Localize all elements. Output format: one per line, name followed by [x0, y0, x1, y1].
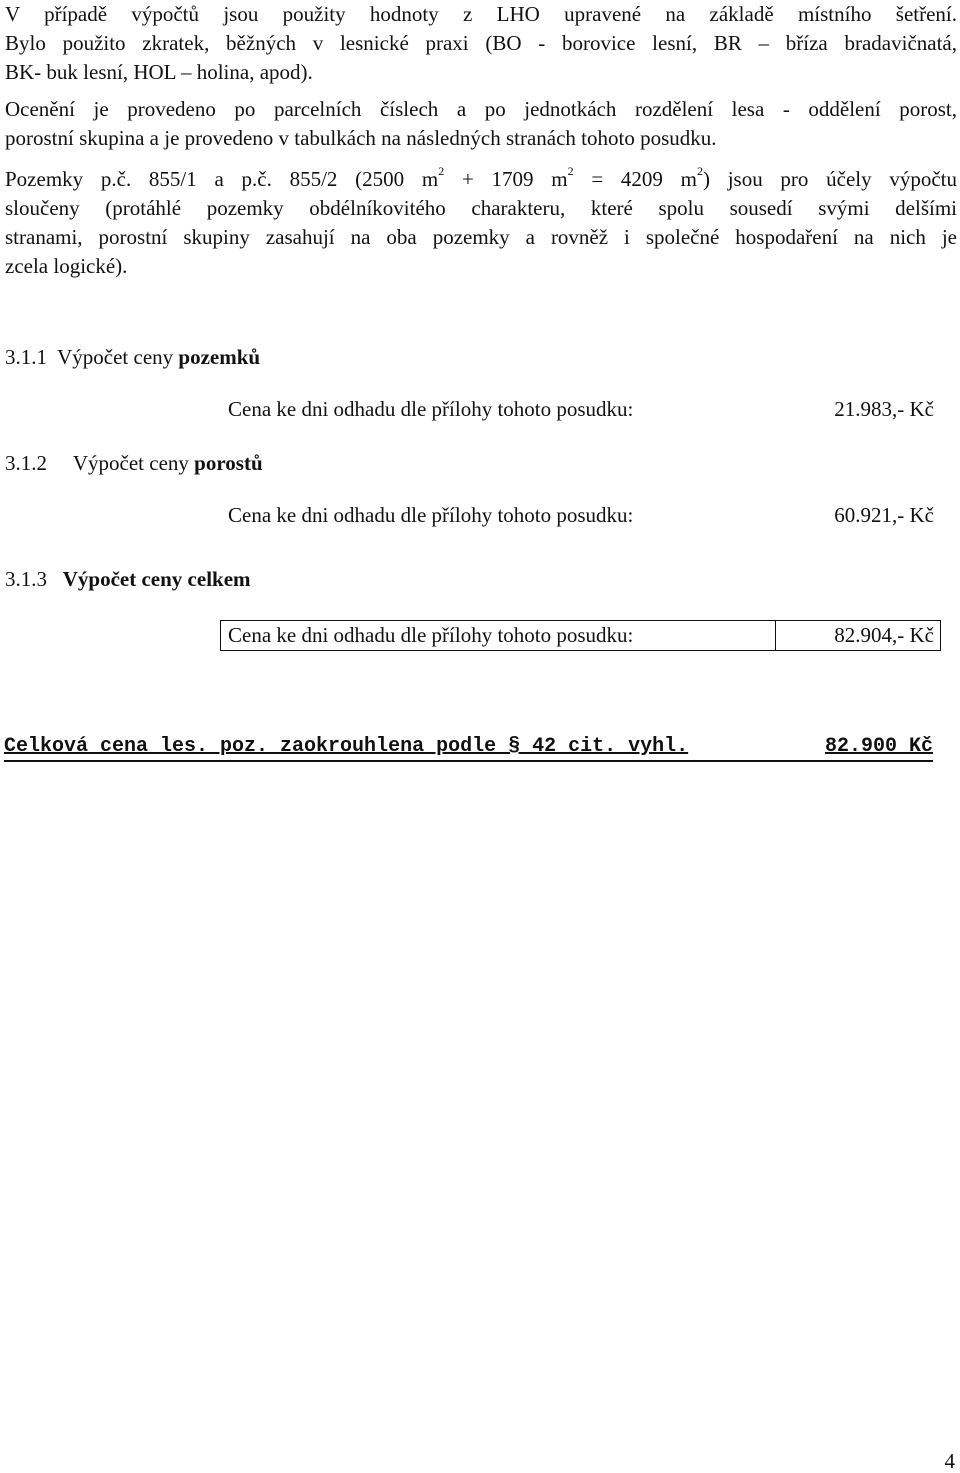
page-number: 4	[944, 1449, 955, 1473]
intro-line-3: BK- buk lesní, HOL – holina, apod).	[5, 60, 313, 84]
section-total-heading	[5, 565, 251, 593]
rounded-total-line	[4, 734, 933, 762]
intro-line-1: V případě výpočtů jsou použity hodnoty z LHO upravené na základě místního šetření.	[5, 2, 957, 26]
section-stands-title-prefix: Výpočet ceny	[72, 451, 195, 475]
total-price-box	[220, 620, 941, 651]
parcels-line-4: zcela logické).	[5, 254, 128, 278]
valuation-line-1: Ocenění je provedeno po parcelních číslech a po jednotkách rozdělení lesa - oddělení porost,	[5, 97, 957, 121]
section-stands-price-label: Cena ke dni odhadu dle přílohy tohoto posudku:	[228, 503, 634, 527]
parcels-paragraph	[5, 165, 957, 281]
total-price-value: 82.904,- Kč	[834, 623, 934, 647]
section-land-price-label: Cena ke dni odhadu dle přílohy tohoto posudku:	[228, 397, 634, 421]
section-stands-heading	[5, 449, 263, 477]
intro-line-2: Bylo použito zkratek, běžných v lesnické praxi (BO - borovice lesní, BR – bříza bradavičnatá,	[5, 31, 957, 55]
section-stands-title-bold: porostů	[194, 451, 263, 475]
parcels-line-3: stranami, porostní skupiny zasahují na oba pozemky a rovněž i společné hospodaření na nich je	[5, 225, 957, 249]
parcels-line-1: Pozemky p.č. 855/1 a p.č. 855/2 (2500 $m^2 + 1709$ $m^2 = 4209$ $m^2$) jsou pro účely výpočtu	[5, 164, 958, 191]
section-land-title-prefix: Výpočet ceny	[57, 345, 179, 369]
section-land-heading	[5, 343, 260, 371]
section-land-number: 3.1.1	[5, 345, 47, 369]
section-stands-price-value: 60.921,- Kč	[834, 503, 934, 527]
section-land-price-value: 21.983,- Kč	[834, 397, 934, 421]
total-price-label: Cena ke dni odhadu dle přílohy tohoto posudku:	[221, 621, 776, 650]
rounded-total-value: 82.900 Kč	[824, 735, 933, 758]
valuation-paragraph	[5, 95, 957, 153]
valuation-line-2: porostní skupina a je provedeno v tabulkách na následných stranách tohoto posudku.	[5, 126, 717, 150]
section-total-number: 3.1.3	[5, 567, 47, 591]
parcels-line-2: sloučeny (protáhlé pozemky obdélníkovitého charakteru, které spolu sousedí svými delšími	[5, 196, 957, 220]
section-land-title-bold: pozemků	[178, 345, 261, 369]
rounded-total-label: Celková cena les. poz. zaokrouhlena podle § 42 cit. vyhl.	[4, 735, 689, 758]
section-stands-number: 3.1.2	[5, 451, 47, 475]
section-total-title-bold: Výpočet ceny celkem	[62, 567, 251, 591]
intro-paragraph	[5, 0, 957, 87]
